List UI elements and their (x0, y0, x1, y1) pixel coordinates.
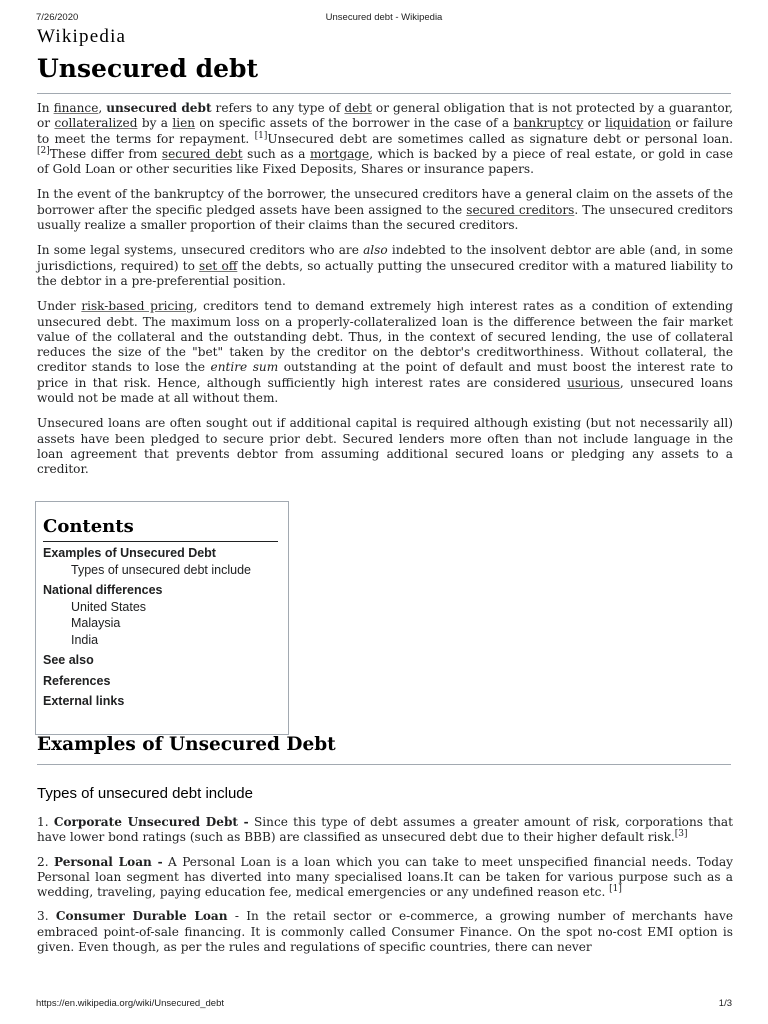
section-heading-examples: Examples of Unsecured Debt (37, 734, 336, 755)
toc-item-see-also[interactable]: See also (43, 653, 94, 667)
print-footer (36, 998, 732, 1012)
list-item: 2. Personal Loan - A Personal Loan is a loan which you can take to meet unspecified financial needs. Today Personal loan segment has diverted into many specialised loans.It can be taken for various purpose such as a wedding, traveling, paying education fee, medical emergencies or any undefined reason etc. [1] (37, 854, 733, 900)
print-date: 7/26/2020 (36, 12, 79, 23)
title-divider (37, 93, 731, 94)
link-finance[interactable]: finance (53, 101, 99, 115)
link-bankruptcy[interactable]: bankruptcy (513, 116, 584, 131)
page-title: Unsecured debt (37, 54, 259, 83)
toc-item-types[interactable]: Types of unsecured debt include (71, 562, 251, 577)
wikipedia-wordmark[interactable]: Wikipedia (37, 26, 127, 47)
citation-2[interactable]: [2] (37, 145, 50, 156)
toc-item-examples[interactable]: Examples of Unsecured Debt (43, 546, 216, 560)
link-usurious[interactable]: usurious (567, 375, 620, 390)
toc-title: Contents (43, 516, 278, 542)
list-item: 1. Corporate Unsecured Debt - Since this type of debt assumes a greater amount of risk, corporations that have lower bond ratings (such as BBB) are classified as unsecured debt due to their higher default risk.[3] (37, 815, 733, 845)
link-mortgage[interactable]: mortgage (309, 146, 370, 161)
link-set-off[interactable]: set off (199, 258, 238, 273)
link-secured-creditors[interactable]: secured creditors (466, 202, 575, 217)
link-secured-debt[interactable]: secured debt (161, 146, 243, 161)
print-title: Unsecured debt - Wikipedia (325, 12, 443, 23)
link-debt[interactable]: debt (344, 101, 372, 115)
link-risk-based-pricing[interactable]: risk-based pricing (81, 299, 194, 314)
link-liquidation[interactable]: liquidation (605, 116, 672, 131)
toc-item-external-links[interactable]: External links (43, 694, 125, 708)
page-number: 1/3 (718, 998, 732, 1009)
subsection-heading-types: Types of unsecured debt include (37, 785, 253, 802)
intro-paragraph-1: In finance, unsecured debt refers to any type of debt or general obligation that is not protected by a guarantor, or collateralized by a lien on specific assets of the borrower in the case of a bankruptcy or liquidation or failure to meet the terms for repayment. [1]Unsecured debt are sometimes called as signature debt or personal loan. [2]These differ from secured debt such as a mortgage, which is backed by a piece of real estate, or gold in case of Gold Loan or other securities like Fixed Deposits, Shares or insurance papers. (37, 101, 733, 177)
print-header (36, 12, 732, 26)
citation-1[interactable]: [1] (254, 130, 268, 141)
toc-item-united-states[interactable]: United States (71, 599, 147, 614)
link-collateralized[interactable]: collateralized (54, 116, 138, 131)
citation-3[interactable]: [3] (674, 829, 688, 840)
toc-item-references[interactable]: References (43, 673, 111, 688)
section-divider (37, 764, 731, 765)
page-url: https://en.wikipedia.org/wiki/Unsecured_debt (36, 998, 224, 1009)
citation-1[interactable]: [1] (609, 884, 622, 895)
term-bold: unsecured debt (106, 101, 212, 115)
intro-paragraph-3: In some legal systems, unsecured creditors who are also indebted to the insolvent debtor are able (and, in some jurisdictions, required) to set off the debts, so actually putting the unsecured creditor with a matured liability to the debtor in a pre-preferential position. (37, 243, 733, 288)
examples-list (37, 815, 733, 991)
list-item: 3. Consumer Durable Loan - In the retail sector or e-commerce, a growing number of merchants have embraced point-of-sale financing. It is commonly called Consumer Finance. On the spot no-cost EMI option is given. Even though, as per the rules and regulations of specific countries, there can never (37, 909, 733, 955)
toc-item-national-differences[interactable]: National differences (43, 583, 163, 597)
link-lien[interactable]: lien (172, 116, 196, 131)
article-intro (37, 101, 733, 488)
intro-paragraph-2: In the event of the bankruptcy of the borrower, the unsecured creditors have a general claim on the assets of the borrower after the specific pledged assets have been assigned to the secured creditors. The unsecured creditors usually realize a smaller proportion of their claims than the secured creditors. (37, 187, 733, 233)
toc-item-malaysia[interactable]: Malaysia (71, 616, 121, 630)
toc-item-india[interactable]: India (71, 632, 99, 647)
intro-paragraph-5: Unsecured loans are often sought out if additional capital is required although existing (but not necessarily all) assets have been pledged to secure prior debt. Secured lenders more often than not include language in the loan agreement that prevents debtor from assuming additional secured loans or pledging any assets to a creditor. (37, 416, 733, 477)
table-of-contents (35, 501, 289, 735)
intro-paragraph-4: Under risk-based pricing, creditors tend to demand extremely high interest rates as a condition of extending unsecured debt. The maximum loss on a properly-collateralized loan is the difference between the fair market value of the collateral and the outstanding debt. Thus, in the context of secured lending, the use of collateral reduces the size of the "bet" taken by the creditor on the debtor's creditworthiness. Without collateral, the creditor stands to lose the entire sum outstanding at the point of default and must boost the interest rate to price in that risk. Hence, although sufficiently high interest rates are considered usurious, unsecured loans would not be made at all without them. (37, 299, 734, 406)
